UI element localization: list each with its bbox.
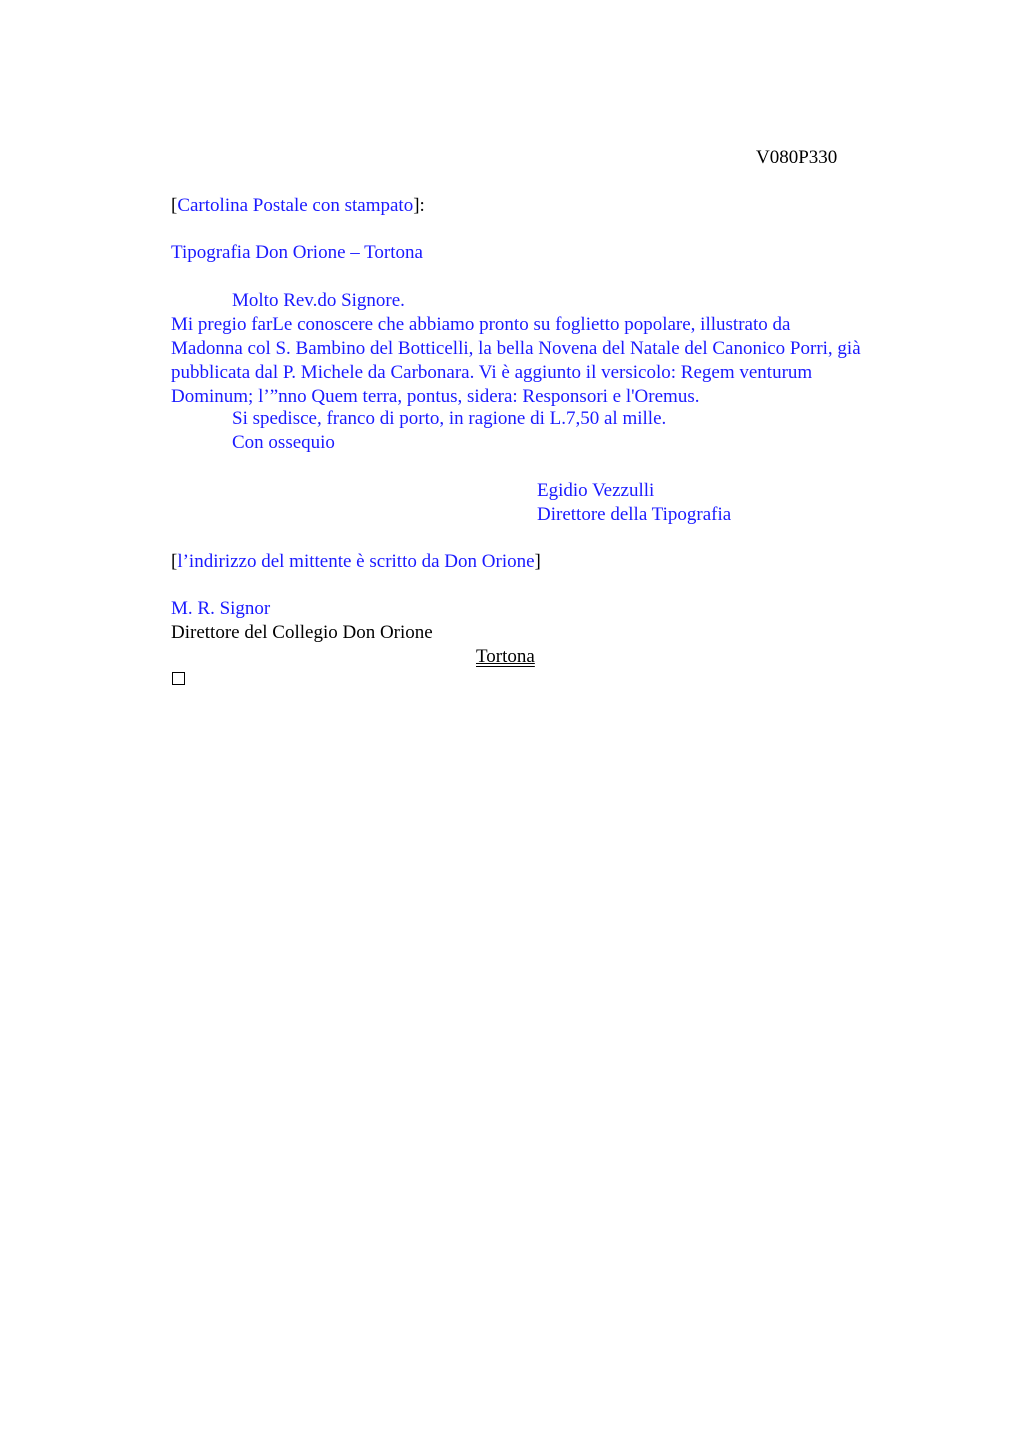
signature-title: Direttore della Tipografia (537, 504, 732, 525)
bracket-open: [ (171, 195, 178, 216)
signature-name: Egidio Vezzulli (537, 480, 655, 501)
address-line-2: Direttore del Collegio Don Orione (171, 622, 433, 643)
body-line: pubblicata dal P. Michele da Carbonara. Vi è aggiunto il versicolo: Regem venturum (171, 362, 813, 383)
body-line: Madonna col S. Bambino del Botticelli, la bella Novena del Natale del Canonico Porri, già (171, 338, 861, 359)
shipping-line: Si spedisce, franco di porto, in ragione di L.7,50 al mille. (232, 408, 667, 429)
checkbox-glyph-icon (172, 672, 185, 685)
printer-header: Tipografia Don Orione – Tortona (171, 242, 423, 263)
body-line: Mi pregio farLe conoscere che abbiamo pronto su foglietto popolare, illustrato da (171, 314, 791, 335)
address-city: Tortona (476, 646, 535, 667)
bracket-open: [ (171, 551, 178, 572)
document-reference: V080P330 (756, 147, 838, 168)
bracket-close: ]: (413, 195, 425, 216)
address-line-1: M. R. Signor (171, 598, 271, 619)
editorial-note-printed-card (171, 194, 425, 218)
editorial-note-text: l’indirizzo del mittente è scritto da Don Orione (177, 551, 535, 572)
editorial-note-text: Cartolina Postale con stampato (177, 195, 414, 216)
body-line: Dominum; l’”nno Quem terra, pontus, sidera: Responsori e l'Oremus. (171, 386, 700, 407)
closing-line: Con ossequio (232, 432, 335, 453)
letter-body (171, 313, 931, 409)
editorial-note-sender (171, 550, 541, 574)
salutation: Molto Rev.do Signore. (232, 290, 405, 311)
bracket-close: ] (534, 551, 541, 572)
